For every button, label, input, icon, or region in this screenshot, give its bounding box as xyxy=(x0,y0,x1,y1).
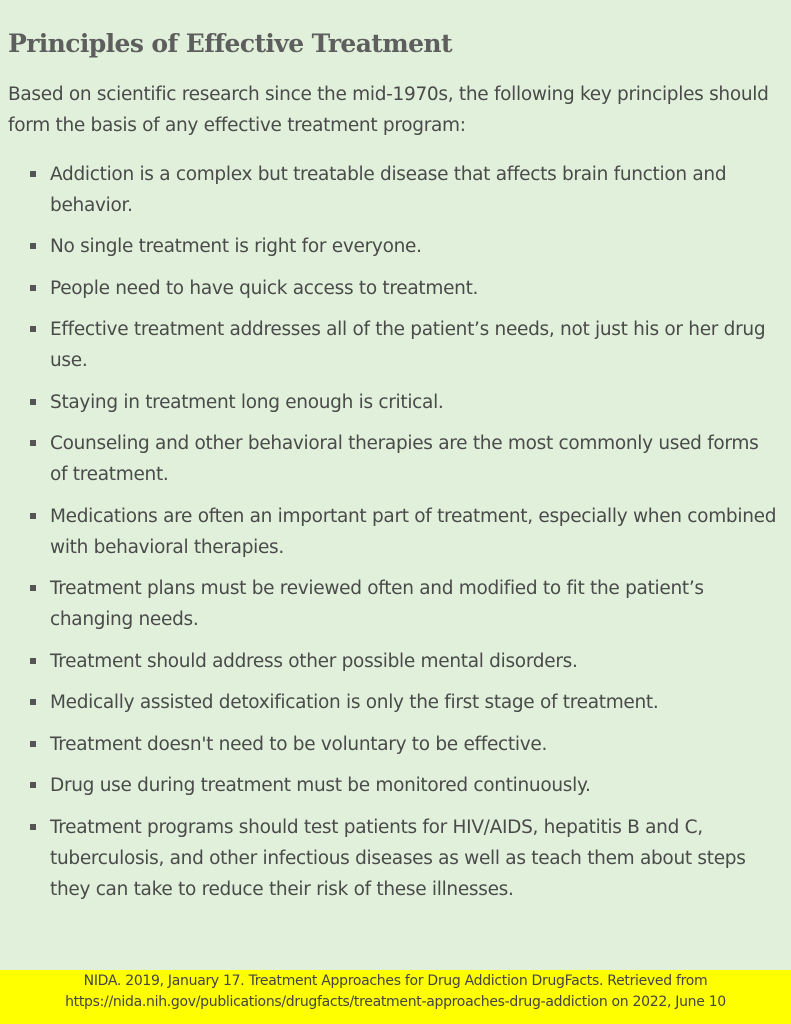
list-item xyxy=(8,159,778,221)
list-item xyxy=(8,273,778,304)
square-bullet-icon xyxy=(30,171,36,177)
square-bullet-icon xyxy=(30,782,36,788)
citation-line-1: NIDA. 2019, January 17. Treatment Approaches for Drug Addiction DrugFacts. Retrieved from xyxy=(83,973,708,989)
list-item-text: Treatment plans must be reviewed often and modified to fit the patient’s changing needs. xyxy=(50,578,704,630)
square-bullet-icon xyxy=(30,513,36,519)
principles-list xyxy=(8,159,778,905)
list-item xyxy=(8,812,778,905)
square-bullet-icon xyxy=(30,326,36,332)
square-bullet-icon xyxy=(30,741,36,747)
square-bullet-icon xyxy=(30,243,36,249)
intro-paragraph: Based on scientific research since the mid-1970s, the following key principles should form the basis of any effective treatment program: xyxy=(8,83,769,136)
list-item-text: Treatment doesn't need to be voluntary to be effective. xyxy=(50,733,548,755)
page-title: Principles of Effective Treatment xyxy=(8,29,452,58)
list-item xyxy=(8,646,778,677)
list-item-text: Medications are often an important part of treatment, especially when combined with behavioral therapies. xyxy=(50,505,777,558)
list-item xyxy=(8,501,778,563)
list-item-text: Counseling and other behavioral therapies are the most commonly used forms of treatment. xyxy=(50,433,759,485)
square-bullet-icon xyxy=(30,658,36,664)
list-item-text: Addiction is a complex but treatable disease that affects brain function and behavior. xyxy=(50,163,727,216)
list-item-text: Medically assisted detoxification is only the first stage of treatment. xyxy=(50,692,659,713)
square-bullet-icon xyxy=(30,585,36,591)
list-item-text: Staying in treatment long enough is critical. xyxy=(50,391,444,413)
list-item-text: People need to have quick access to treatment. xyxy=(50,277,479,299)
list-item xyxy=(8,770,778,801)
square-bullet-icon xyxy=(30,824,36,830)
square-bullet-icon xyxy=(30,285,36,291)
list-item xyxy=(8,573,778,635)
list-item-text: Drug use during treatment must be monitored continuously. xyxy=(50,775,591,796)
list-item xyxy=(8,687,778,718)
list-item-text: Treatment programs should test patients for HIV/AIDS, hepatitis B and C, tuberculosis, and other infectious diseases as well as teach them about steps they can take to reduce their risk of these illnesses. xyxy=(50,816,746,900)
list-item xyxy=(8,314,778,376)
citation-banner xyxy=(0,970,791,1024)
square-bullet-icon xyxy=(30,440,36,446)
list-item xyxy=(8,428,778,490)
list-item-text: Treatment should address other possible mental disorders. xyxy=(50,650,578,672)
list-item xyxy=(8,231,778,262)
citation-line-2: https://nida.nih.gov/publications/drugfacts/treatment-approaches-drug-addiction on 2022, June 10 xyxy=(65,994,726,1010)
list-item xyxy=(8,387,778,418)
list-item-text: No single treatment is right for everyone. xyxy=(50,236,422,257)
list-item-text: Effective treatment addresses all of the patient’s needs, not just his or her drug use. xyxy=(50,319,766,371)
square-bullet-icon xyxy=(30,399,36,405)
article xyxy=(8,28,778,915)
list-item xyxy=(8,729,778,760)
square-bullet-icon xyxy=(30,699,36,705)
